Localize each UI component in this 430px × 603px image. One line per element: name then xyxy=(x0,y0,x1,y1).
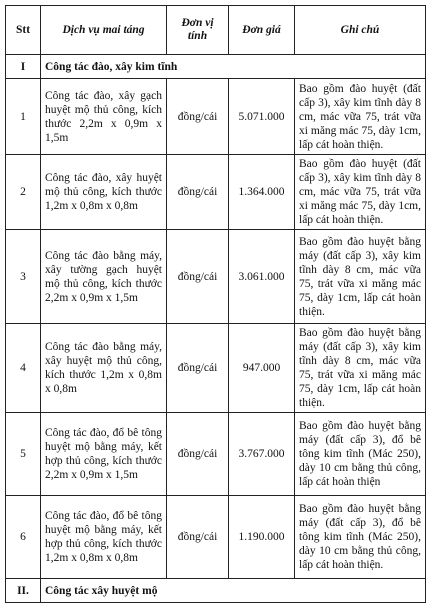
row-stt: 3 xyxy=(6,230,41,324)
row-price: 5.071.000 xyxy=(229,79,295,155)
section-row xyxy=(6,579,426,603)
table-row xyxy=(6,79,426,155)
price-table xyxy=(5,5,426,603)
row-service: Công tác đào bằng máy, xây huyệt mộ thủ công, kích thước 1,2m x 0,8m x 0,8m xyxy=(41,324,167,413)
section-number: I xyxy=(6,55,41,79)
header-stt: Stt xyxy=(6,6,41,55)
row-price: 1.364.000 xyxy=(229,155,295,230)
row-stt: 4 xyxy=(6,324,41,413)
row-price: 947.000 xyxy=(229,324,295,413)
row-stt: 1 xyxy=(6,79,41,155)
row-service: Công tác đào, đổ bê tông huyệt mộ bằng máy, kết hợp thủ công, kích thước 2,2m x 0,9m x 1,5m xyxy=(41,413,167,496)
row-service: Công tác đào, xây huyệt mộ thủ công, kích thước 1,2m x 0,8m x 0,8m xyxy=(41,155,167,230)
section-title: Công tác xây huyệt mộ xyxy=(41,579,426,603)
table-row xyxy=(6,324,426,413)
row-stt: 5 xyxy=(6,413,41,496)
row-service: Công tác đào, đổ bê tông huyệt mộ bằng máy, kết hợp thủ công, kích thước 1,2m x 0,8m x 0,8m xyxy=(41,496,167,579)
section-title: Công tác đào, xây kim tĩnh xyxy=(41,55,426,79)
row-note: Bao gồm đào huyệt bằng máy (đất cấp 3), đổ bê tông kim tĩnh (Mác 250), dày 10 cm bằng thủ công, lấp cát hoàn thiện. xyxy=(295,496,426,579)
row-price: 1.190.000 xyxy=(229,496,295,579)
header-unit: Đơn vị tính xyxy=(167,6,229,55)
row-service: Công tác đào bằng máy, xây tường gạch huyệt mộ thủ công, kích thước 2,2m x 0,9m x 1,5m xyxy=(41,230,167,324)
table-row xyxy=(6,413,426,496)
row-unit: đồng/cái xyxy=(167,413,229,496)
header-price: Đơn giá xyxy=(229,6,295,55)
document-page xyxy=(5,5,425,603)
header-note: Ghi chú xyxy=(295,6,426,55)
row-note: Bao gồm đào huyệt (đất cấp 3), xây kim tĩnh dày 8 cm, mác vữa 75, trát vữa xi măng mác 75, dày 1cm, lấp cát hoàn thiện. xyxy=(295,155,426,230)
row-unit: đồng/cái xyxy=(167,324,229,413)
section-row xyxy=(6,55,426,79)
table-header-row xyxy=(6,6,426,55)
row-note: Bao gồm đào huyệt bằng máy (đất cấp 3), xây kim tĩnh dày 8 cm, mác vữa 75, trát vữa xi măng mác 75, dày 1cm, lấp cát hoàn thiện. xyxy=(295,324,426,413)
table-row xyxy=(6,155,426,230)
row-unit: đồng/cái xyxy=(167,496,229,579)
row-note: Bao gồm đào huyệt (đất cấp 3), xây kim tĩnh dày 8 cm, mác vữa 75, trát vữa xi măng mác 75, dày 1cm, lấp cát hoàn thiện. xyxy=(295,79,426,155)
row-note: Bao gồm đào huyệt bằng máy (đất cấp 3), đổ bê tông kim tĩnh (Mác 250), dày 10 cm bằng thủ công, lấp cát hoàn thiện xyxy=(295,413,426,496)
row-unit: đồng/cái xyxy=(167,79,229,155)
section-number: II. xyxy=(6,579,41,603)
row-price: 3.061.000 xyxy=(229,230,295,324)
row-stt: 2 xyxy=(6,155,41,230)
header-service: Dịch vụ mai táng xyxy=(41,6,167,55)
row-price: 3.767.000 xyxy=(229,413,295,496)
row-note: Bao gồm đào huyệt bằng máy (đất cấp 3), xây kim tĩnh dày 8 cm, mác vữa 75, trát vữa xi măng mác 75, dày 1cm, lấp cát hoàn thiện. xyxy=(295,230,426,324)
table-row xyxy=(6,496,426,579)
table-row xyxy=(6,230,426,324)
row-unit: đồng/cái xyxy=(167,155,229,230)
row-stt: 6 xyxy=(6,496,41,579)
row-unit: đồng/cái xyxy=(167,230,229,324)
row-service: Công tác đào, xây gạch huyệt mộ thủ công, kích thước 2,2m x 0,9m x 1,5m xyxy=(41,79,167,155)
